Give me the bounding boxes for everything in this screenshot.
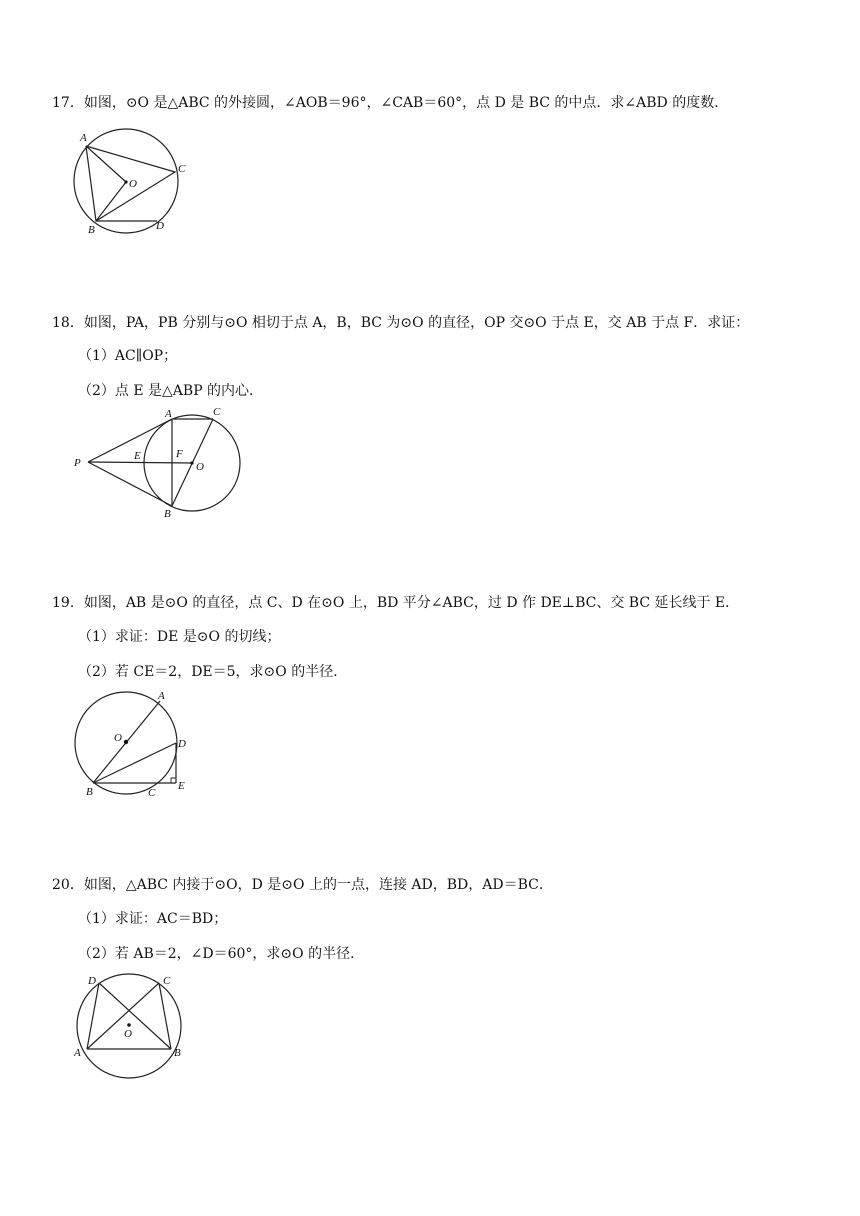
problem-18-part-1: （1）AC∥OP； [78, 348, 178, 364]
label-A: A [158, 690, 165, 702]
figure-17 [70, 125, 200, 240]
problem-17-text: 17．如图，⊙O 是△ABC 的外接圆，∠AOB＝96°，∠CAB＝60°，点 D 是 BC 的中点．求∠ABD 的度数． [52, 95, 729, 111]
label-E: E [178, 780, 185, 792]
label-E: E [134, 450, 141, 462]
problem-19-part-1: （1）求证：DE 是⊙O 的切线； [78, 629, 281, 645]
label-A: A [74, 1047, 81, 1059]
label-B: B [86, 786, 93, 798]
label-O: O [124, 1028, 132, 1040]
problem-19-text: 19．如图，AB 是⊙O 的直径，点 C、D 在⊙O 上，BD 平分∠ABC，过 D 作 DE⊥BC、交 BC 延长线于 E． [52, 595, 740, 611]
problem-20-text: 20．如图，△ABC 内接于⊙O，D 是⊙O 上的一点，连接 AD，BD，AD＝BC． [52, 877, 553, 893]
label-D: D [156, 220, 164, 232]
label-F: F [176, 448, 183, 460]
problem-20-part-1: （1）求证：AC＝BD； [78, 911, 228, 927]
label-O: O [196, 461, 204, 473]
label-P: P [74, 457, 81, 469]
figure-19 [70, 688, 200, 803]
label-D: D [88, 975, 96, 987]
label-C: C [213, 406, 221, 418]
label-C: C [178, 163, 186, 175]
label-O: O [129, 178, 137, 190]
problem-18-part-2: （2）点 E 是△ABP 的内心． [78, 383, 264, 399]
problem-20-part-2: （2）若 AB＝2，∠D＝60°，求⊙O 的半径． [78, 946, 365, 962]
label-A: A [165, 408, 172, 420]
label-D: D [178, 738, 186, 750]
label-C: C [163, 975, 171, 987]
label-A: A [80, 132, 87, 144]
label-O: O [114, 732, 122, 744]
label-B: B [164, 508, 171, 520]
problem-18-text: 18．如图，PA，PB 分别与⊙O 相切于点 A，B，BC 为⊙O 的直径，OP 交⊙O 于点 E，交 AB 于点 F．求证： [52, 315, 750, 331]
problem-19-part-2: （2）若 CE＝2，DE＝5，求⊙O 的半径． [78, 664, 348, 680]
figure-18 [70, 403, 250, 523]
figure-20 [70, 968, 200, 1083]
label-B: B [174, 1047, 181, 1059]
label-C: C [148, 787, 156, 799]
label-B: B [88, 224, 95, 236]
